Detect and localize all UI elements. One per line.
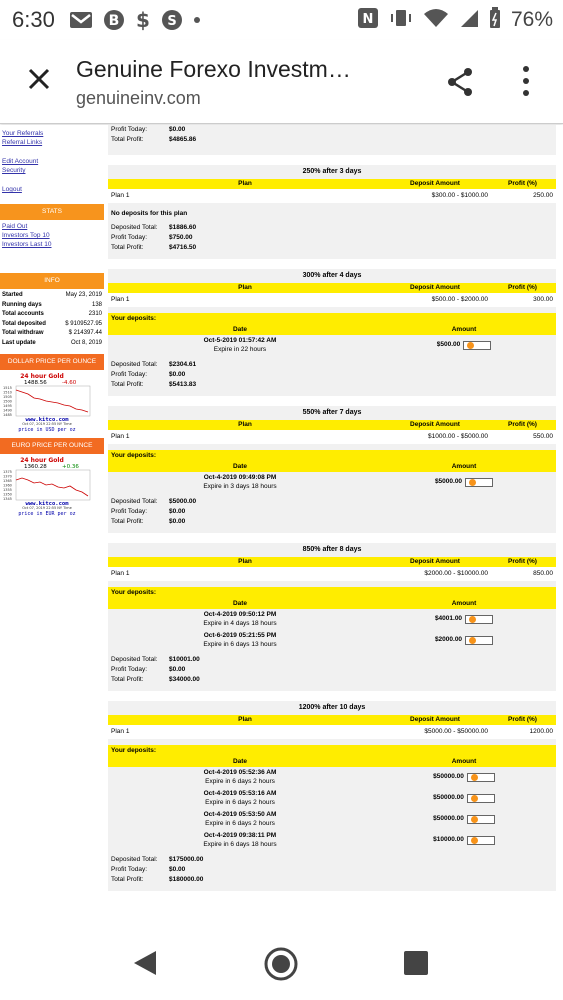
bitcoin-payment-badge xyxy=(467,773,495,782)
partial-total-profit-row: Total Profit: $4865.86 xyxy=(111,136,197,143)
plan-col-header: Plan xyxy=(238,421,252,428)
plan-table-header xyxy=(108,420,556,430)
plan-range: $1000.00 - $5000.00 xyxy=(428,433,488,440)
dollar-gold-chart-svg xyxy=(2,372,92,432)
deposit-row xyxy=(108,767,556,788)
plan-totals xyxy=(108,651,556,691)
bitcoin-icon xyxy=(469,479,476,486)
your-deposits-heading: Your deposits: xyxy=(108,587,556,599)
chart-y-tick: 1505 xyxy=(3,395,12,399)
bitcoin-icon xyxy=(467,342,474,349)
deposits-table-header xyxy=(108,462,556,472)
euro-chart-price: 1360.28 xyxy=(24,464,47,470)
s-coin-icon xyxy=(161,9,183,31)
chart-y-tick: 1515 xyxy=(3,386,12,390)
svg-text:S: S xyxy=(167,14,177,29)
euro-chart-xtick: Oct 07, 2019 22:55 NY Time xyxy=(22,506,72,510)
info-row-last-update: Last update Oct 8, 2019 xyxy=(2,339,102,346)
sidebar-link-referral-links[interactable]: Referral Links xyxy=(2,139,43,146)
chart-y-tick: 1510 xyxy=(3,390,12,395)
plan-block xyxy=(108,701,556,891)
profit-today-row: Profit Today: $0.00 xyxy=(111,371,186,378)
bitcoin-payment-badge xyxy=(463,341,491,350)
deposit-expire: Expire in 6 days 2 hours xyxy=(205,819,275,827)
plan-title: 300% after 4 days xyxy=(108,269,556,283)
recents-button[interactable] xyxy=(403,950,429,981)
date-col-header: Date xyxy=(232,758,248,765)
deposit-expire: Expire in 6 days 13 hours xyxy=(203,640,277,648)
plan-table-header xyxy=(108,715,556,725)
euro-gold-chart xyxy=(2,456,90,516)
deposit-row xyxy=(108,335,556,356)
bitcoin-payment-badge xyxy=(467,794,495,803)
deposit-amount-col-header: Deposit Amount xyxy=(410,284,460,291)
share-icon[interactable] xyxy=(444,66,476,98)
battery-icon xyxy=(489,7,501,34)
plan-table-header xyxy=(108,283,556,293)
plan-totals xyxy=(108,219,556,259)
info-heading: INFO xyxy=(0,273,104,289)
plan-profit: 850.00 xyxy=(533,570,553,577)
amount-col-header: Amount xyxy=(451,758,477,765)
amount-col-header: Amount xyxy=(451,600,477,607)
bitcoin-payment-badge xyxy=(465,636,493,645)
status-bar xyxy=(0,0,563,40)
plan-totals xyxy=(108,493,556,533)
chart-y-tick: 1345 xyxy=(3,497,12,501)
deposit-expire: Expire in 6 days 2 hours xyxy=(205,798,275,806)
status-time: 6:30 xyxy=(12,7,55,32)
plan-table-header xyxy=(108,557,556,567)
home-button[interactable] xyxy=(263,946,299,987)
deposit-amount: $50000.00 xyxy=(433,815,464,823)
plan-row xyxy=(108,725,556,739)
info-row-running-days: Running days 138 xyxy=(2,301,102,308)
your-deposits-heading: Your deposits: xyxy=(108,745,556,757)
bitcoin-icon xyxy=(103,9,125,31)
dollar-chart-site: www.kitco.com xyxy=(25,417,69,423)
total-profit-row: Total Profit: $5413.83 xyxy=(111,381,197,388)
euro-price-heading: EURO PRICE PER OUNCE xyxy=(0,438,104,454)
plan-name: Plan 1 xyxy=(111,570,130,577)
deposited-total-row: Deposited Total: $2304.61 xyxy=(111,361,197,368)
profit-col-header: Profit (%) xyxy=(508,284,537,291)
no-deposits-text: No deposits for this plan xyxy=(111,210,188,217)
deposit-expire: Expire in 3 days 18 hours xyxy=(203,482,277,490)
deposited-total-row: Deposited Total: $175000.00 xyxy=(111,856,204,863)
total-profit-row: Total Profit: $4716.50 xyxy=(111,244,197,251)
dot-icon xyxy=(193,16,201,24)
nfc-icon xyxy=(357,7,379,34)
deposit-amount-col-header: Deposit Amount xyxy=(410,716,460,723)
gmail-icon xyxy=(69,11,93,29)
deposit-amount: $50000.00 xyxy=(433,794,464,802)
total-profit-row: Total Profit: $0.00 xyxy=(111,518,186,525)
chart-y-tick: 1490 xyxy=(3,408,12,413)
deposit-row xyxy=(108,788,556,809)
profit-today-row: Profit Today: $750.00 xyxy=(111,234,193,241)
chart-y-tick: 1500 xyxy=(3,399,12,404)
total-profit-row: Total Profit: $34000.00 xyxy=(111,676,200,683)
sidebar-link-investors-last-10[interactable]: Investors Last 10 xyxy=(2,241,52,248)
your-deposits-heading: Your deposits: xyxy=(108,450,556,462)
info-row-total-deposited: Total deposited $ 9109527.95 xyxy=(2,320,102,327)
profit-today-row: Profit Today: $0.00 xyxy=(111,866,186,873)
deposited-total-row: Deposited Total: $5000.00 xyxy=(111,498,197,505)
bitcoin-icon xyxy=(471,816,478,823)
plan-title: 250% after 3 days xyxy=(108,165,556,179)
chart-y-tick: 1375 xyxy=(3,470,12,474)
bitcoin-payment-badge xyxy=(465,615,493,624)
deposit-row xyxy=(108,809,556,830)
deposit-amount: $10000.00 xyxy=(433,836,464,844)
plan-name: Plan 1 xyxy=(111,192,130,199)
plan-totals xyxy=(108,851,556,891)
plan-range: $500.00 - $2000.00 xyxy=(431,296,488,303)
previous-plan-totals xyxy=(108,125,556,155)
signal-icon xyxy=(459,8,479,33)
chart-y-tick: 1360 xyxy=(3,483,12,488)
deposit-date: Oct-4-2019 09:49:08 PM xyxy=(203,474,277,481)
partial-profit-today-row: Profit Today: $0.00 xyxy=(111,126,186,133)
chart-y-tick: 1350 xyxy=(3,492,12,497)
info-row-total-accounts: Total accounts 2310 xyxy=(2,311,102,317)
android-nav-bar xyxy=(0,925,563,1000)
amount-col-header: Amount xyxy=(451,326,477,333)
svg-text:N: N xyxy=(362,11,374,27)
date-col-header: Date xyxy=(232,326,248,333)
deposited-total-row: Deposited Total: $10001.00 xyxy=(111,656,200,663)
plan-row xyxy=(108,430,556,444)
plan-row xyxy=(108,189,556,203)
deposit-expire: Expire in 22 hours xyxy=(213,345,267,353)
deposit-date: Oct-4-2019 05:53:50 AM xyxy=(203,811,277,818)
profit-today-row: Profit Today: $0.00 xyxy=(111,666,186,673)
page-url: genuineinv.com xyxy=(76,88,201,108)
bitcoin-icon xyxy=(471,837,478,844)
bitcoin-payment-badge xyxy=(467,815,495,824)
plan-title: 550% after 7 days xyxy=(108,406,556,420)
battery-percent: 76% xyxy=(510,8,553,31)
vibrate-icon xyxy=(389,8,413,33)
plan-range: $5000.00 - $50000.00 xyxy=(424,728,488,735)
sidebar-link-security[interactable]: Security xyxy=(2,167,26,174)
plan-range: $2000.00 - $10000.00 xyxy=(424,570,488,577)
page-content xyxy=(0,125,563,925)
dollar-chart-xtick: Oct 07, 2019 22:55 NY Time xyxy=(22,422,72,426)
main-content xyxy=(108,125,556,901)
plan-name: Plan 1 xyxy=(111,433,130,440)
plan-title: 1200% after 10 days xyxy=(108,701,556,715)
chart-y-tick: 1495 xyxy=(3,404,12,408)
bitcoin-payment-badge xyxy=(465,478,493,487)
plan-block xyxy=(108,543,556,691)
info-row-started: Started May 23, 2019 xyxy=(2,292,102,298)
dollar-price-heading: DOLLAR PRICE PER OUNCE xyxy=(0,354,104,370)
deposit-date: Oct-4-2019 09:38:11 PM xyxy=(203,832,277,839)
sidebar-link-paid-out[interactable]: Paid Out xyxy=(2,223,28,230)
deposits-table-header xyxy=(108,757,556,767)
deposit-amount: $2000.00 xyxy=(434,636,463,644)
plan-block xyxy=(108,269,556,396)
plan-col-header: Plan xyxy=(238,284,252,291)
bitcoin-payment-badge xyxy=(467,836,495,845)
profit-col-header: Profit (%) xyxy=(508,716,537,723)
deposit-date: Oct-4-2019 09:50:12 PM xyxy=(203,611,277,618)
dollar-icon xyxy=(135,8,151,32)
deposited-total-row: Deposited Total: $1886.60 xyxy=(111,224,197,231)
profit-col-header: Profit (%) xyxy=(508,558,537,565)
deposit-row xyxy=(108,830,556,851)
deposit-date: Oct-4-2019 05:53:16 AM xyxy=(203,790,277,797)
euro-chart-change: +0.36 xyxy=(62,464,79,470)
deposit-date: Oct-4-2019 05:52:36 AM xyxy=(203,769,277,776)
profit-col-header: Profit (%) xyxy=(508,421,537,428)
back-icon xyxy=(132,949,158,977)
bitcoin-icon xyxy=(471,774,478,781)
chart-y-tick: 1485 xyxy=(3,413,12,417)
deposit-expire: Expire in 6 days 18 hours xyxy=(203,840,277,848)
plan-col-header: Plan xyxy=(238,558,252,565)
more-options-icon[interactable] xyxy=(516,64,536,98)
home-icon xyxy=(263,946,299,982)
deposit-amount: $4001.00 xyxy=(434,615,463,623)
deposit-row xyxy=(108,472,556,493)
recents-icon xyxy=(403,950,429,976)
deposits-table-header xyxy=(108,599,556,609)
plans-list xyxy=(108,165,556,891)
sidebar-link-your-referrals[interactable]: Your Referrals xyxy=(2,130,44,137)
bitcoin-icon xyxy=(471,795,478,802)
deposit-expire: Expire in 4 days 18 hours xyxy=(203,619,277,627)
plan-block xyxy=(108,406,556,533)
deposits-table-header xyxy=(108,325,556,335)
deposit-amount-col-header: Deposit Amount xyxy=(410,180,460,187)
back-button[interactable] xyxy=(132,949,158,982)
plan-profit: 550.00 xyxy=(533,433,553,440)
deposit-date: Oct-6-2019 05:21:55 PM xyxy=(203,632,277,639)
date-col-header: Date xyxy=(232,463,248,470)
close-icon[interactable] xyxy=(24,64,54,94)
chart-y-tick: 1365 xyxy=(3,479,12,483)
deposit-amount-col-header: Deposit Amount xyxy=(410,558,460,565)
plan-title: 850% after 8 days xyxy=(108,543,556,557)
total-profit-row: Total Profit: $180000.00 xyxy=(111,876,204,883)
dollar-chart-caption: price in USD per oz xyxy=(18,427,76,432)
plan-profit: 300.00 xyxy=(533,296,553,303)
sidebar-link-investors-top-10[interactable]: Investors Top 10 xyxy=(2,232,50,239)
plan-range: $300.00 - $1000.00 xyxy=(431,192,488,199)
euro-chart-site: www.kitco.com xyxy=(25,501,69,507)
plan-row xyxy=(108,567,556,581)
deposit-amount: $500.00 xyxy=(436,341,461,349)
bitcoin-icon xyxy=(469,637,476,644)
dollar-gold-chart xyxy=(2,372,90,432)
page-title: Genuine Forexo Investm… xyxy=(76,56,351,82)
chart-y-tick: 1370 xyxy=(3,474,12,479)
your-deposits-heading: Your deposits: xyxy=(108,313,556,325)
deposit-amount: $50000.00 xyxy=(433,773,464,781)
chart-y-tick: 1355 xyxy=(3,488,12,492)
deposit-amount-col-header: Deposit Amount xyxy=(410,421,460,428)
sidebar xyxy=(0,125,104,516)
plan-totals xyxy=(108,356,556,396)
plan-name: Plan 1 xyxy=(111,728,130,735)
deposit-amount: $5000.00 xyxy=(434,478,463,486)
deposit-row xyxy=(108,630,556,651)
browser-app-bar xyxy=(0,40,563,124)
plan-col-header: Plan xyxy=(238,180,252,187)
dollar-chart-change: -4.60 xyxy=(62,380,77,386)
date-col-header: Date xyxy=(232,600,248,607)
euro-chart-heading: 24 hour Gold xyxy=(20,457,64,464)
info-row-total-withdraw: Total withdraw $ 214397.44 xyxy=(2,330,102,336)
amount-col-header: Amount xyxy=(451,463,477,470)
bitcoin-icon xyxy=(469,616,476,623)
deposit-date: Oct-5-2019 01:57:42 AM xyxy=(203,337,277,344)
sidebar-link-logout[interactable]: Logout xyxy=(2,186,22,193)
plan-col-header: Plan xyxy=(238,716,252,723)
profit-col-header: Profit (%) xyxy=(508,180,537,187)
plan-table-header xyxy=(108,179,556,189)
dollar-chart-price: 1488.56 xyxy=(24,380,47,386)
plan-profit: 250.00 xyxy=(533,192,553,199)
plan-row xyxy=(108,293,556,307)
euro-chart-caption: price in EUR per oz xyxy=(18,511,76,516)
euro-gold-chart-svg xyxy=(2,456,92,516)
profit-today-row: Profit Today: $0.00 xyxy=(111,508,186,515)
plan-block xyxy=(108,165,556,259)
svg-text:B: B xyxy=(108,13,120,29)
svg-text:$: $ xyxy=(135,8,150,32)
deposit-expire: Expire in 6 days 2 hours xyxy=(205,777,275,785)
plan-profit: 1200.00 xyxy=(529,728,553,735)
dollar-chart-heading: 24 hour Gold xyxy=(20,373,64,380)
stats-heading: STATS xyxy=(0,204,104,220)
sidebar-link-edit-account[interactable]: Edit Account xyxy=(2,158,39,165)
plan-name: Plan 1 xyxy=(111,296,130,303)
wifi-icon xyxy=(423,8,449,33)
deposit-row xyxy=(108,609,556,630)
